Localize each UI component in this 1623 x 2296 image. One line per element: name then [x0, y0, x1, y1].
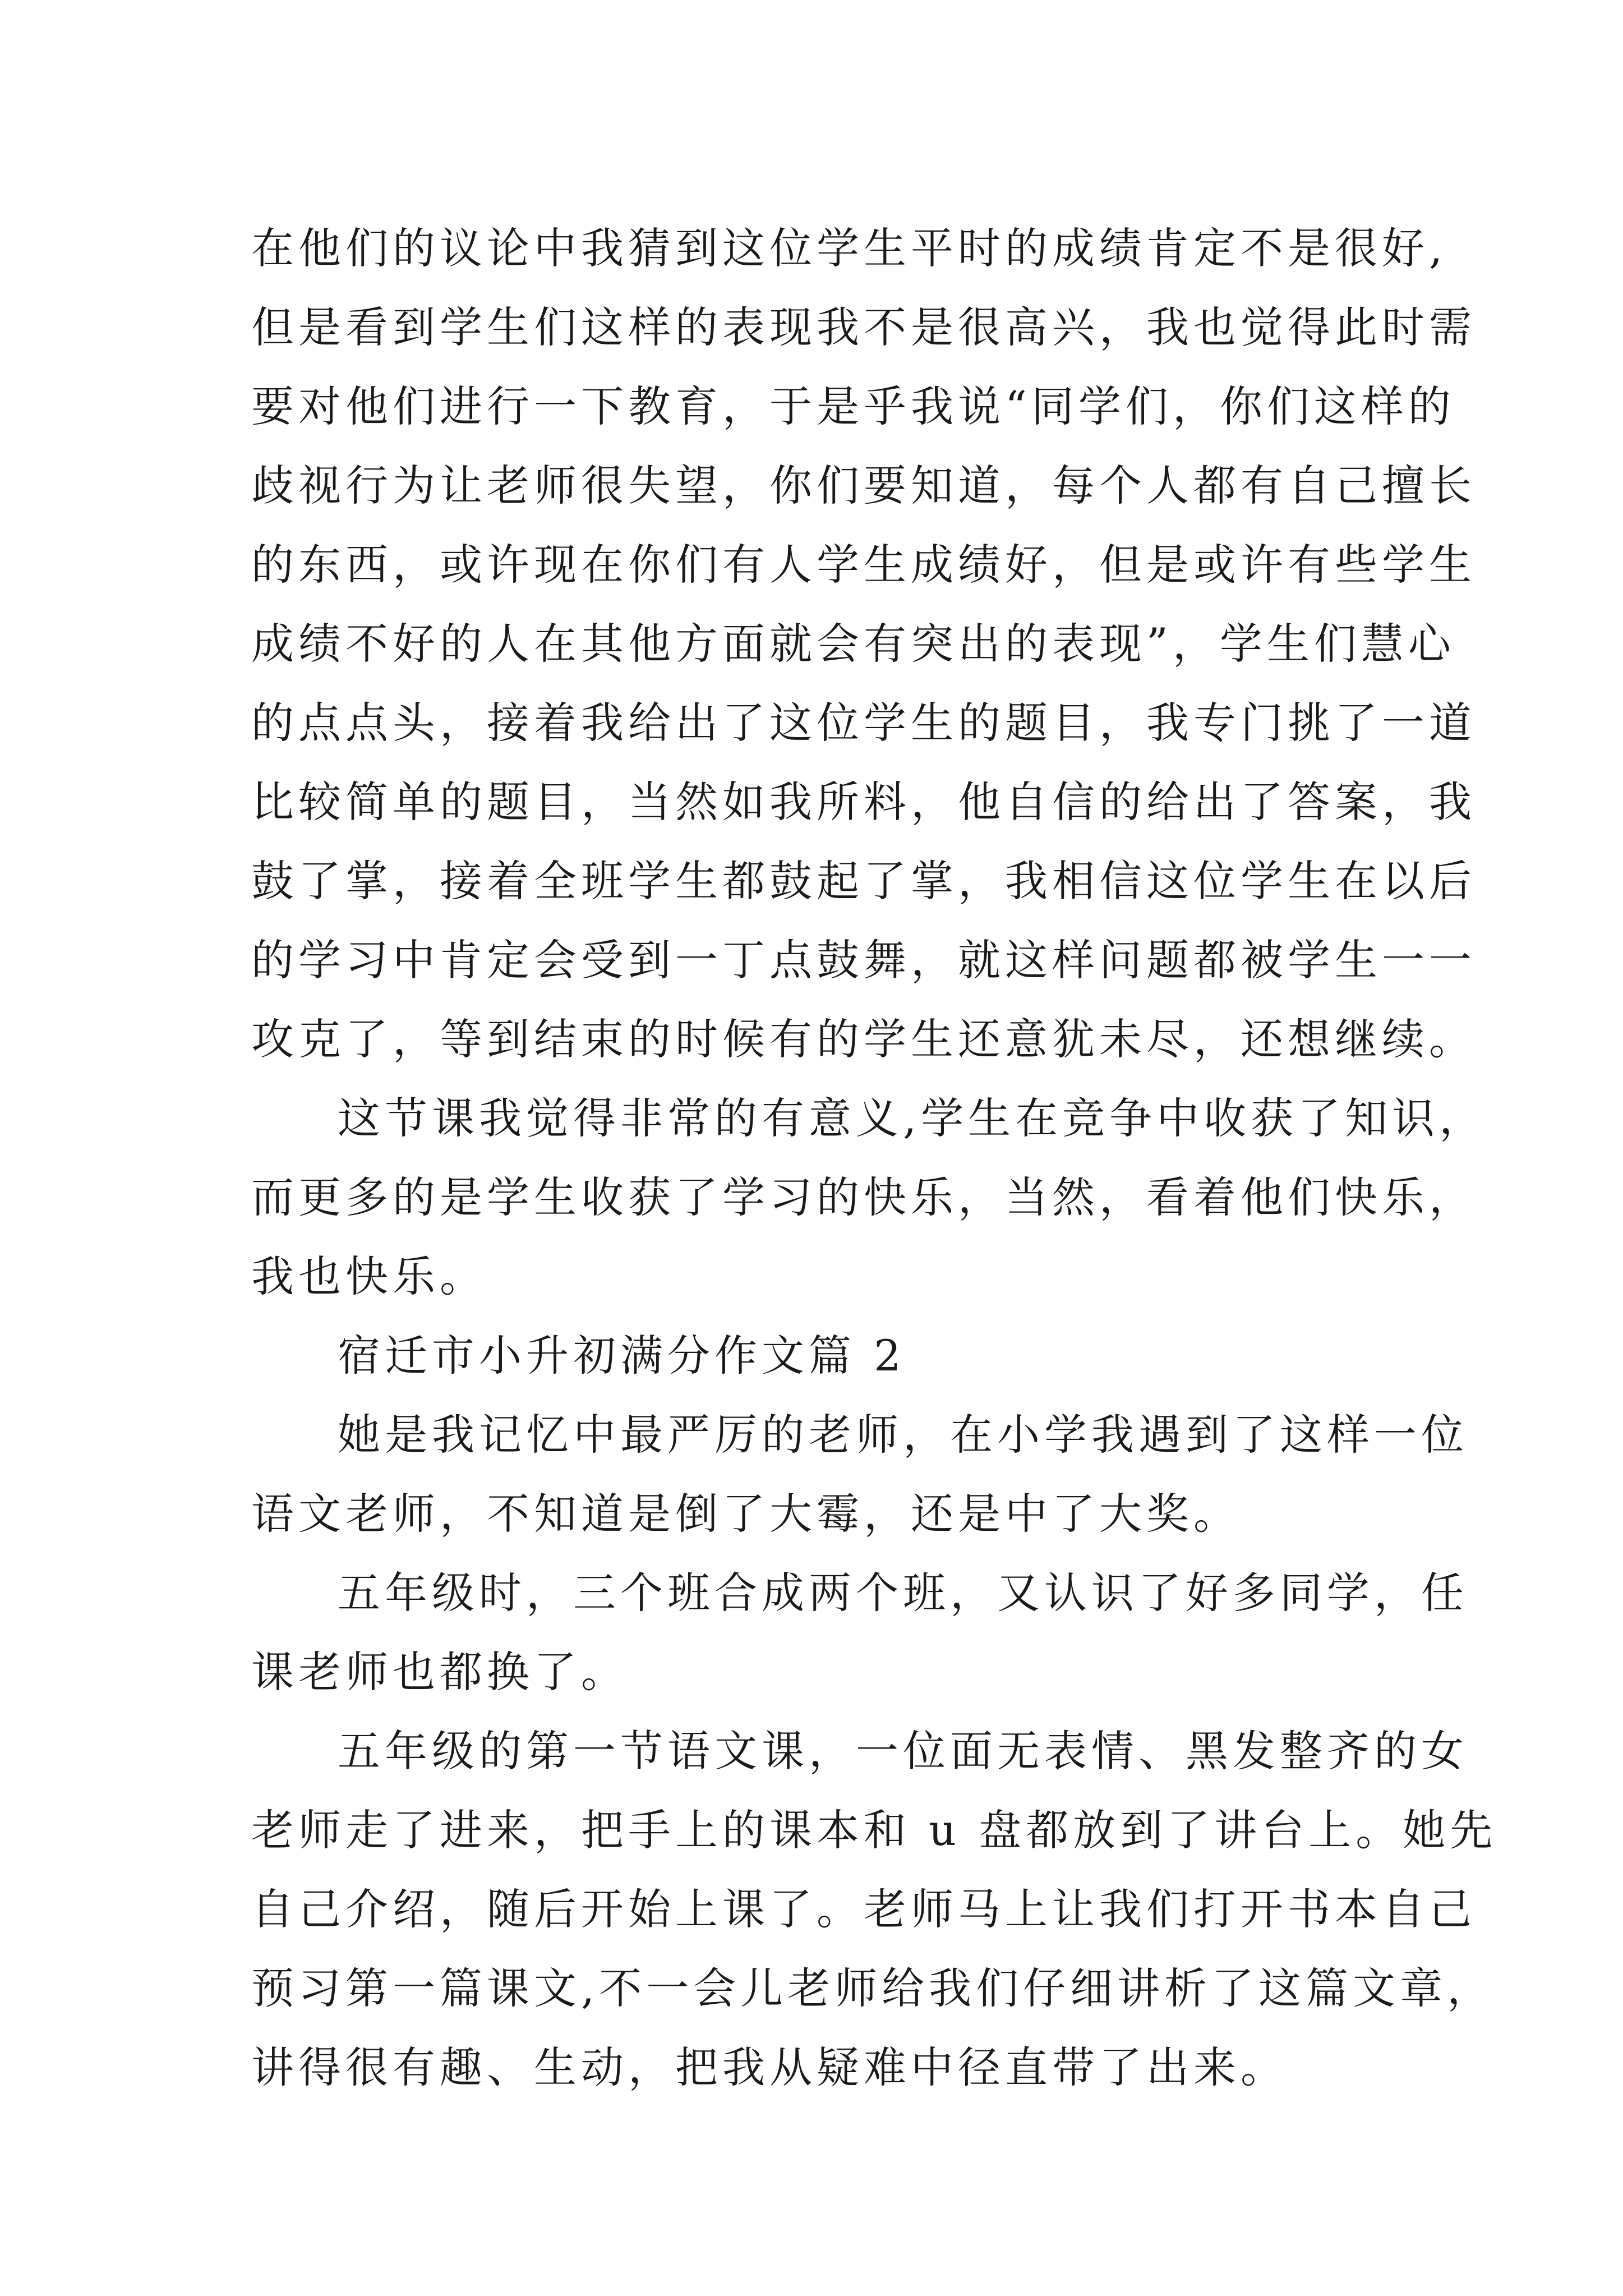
text-line: 语文老师，不知道是倒了大霉，还是中了大奖。 [251, 1489, 1241, 1539]
paragraph-start-line: 这节课我觉得非常的有意义,学生在竞争中收获了知识， [338, 1093, 1487, 1143]
text-line: 课老师也都换了。 [251, 1647, 628, 1697]
section-heading: 宿迁市小升初满分作文篇 2 [338, 1331, 906, 1381]
paragraph-start-line: 她是我记忆中最严厉的老师，在小学我遇到了这样一位 [338, 1410, 1468, 1460]
text-line: 我也快乐。 [251, 1251, 487, 1301]
text-line: 鼓了掌，接着全班学生都鼓起了掌，我相信这位学生在以后 [251, 856, 1476, 906]
document-body [251, 209, 1497, 2107]
paragraph-start-line: 五年级时，三个班合成两个班，又认识了好多同学，任 [338, 1568, 1468, 1618]
text-line: 讲得很有趣、生动，把我从疑难中径直带了出来。 [251, 2042, 1288, 2092]
text-line: 但是看到学生们这样的表现我不是很高兴，我也觉得此时需 [251, 302, 1476, 352]
text-line: 攻克了，等到结束的时候有的学生还意犹未尽，还想继续。 [251, 1014, 1476, 1064]
text-line: 在他们的议论中我猜到这位学生平时的成绩肯定不是很好, [251, 223, 1447, 273]
text-line: 的东西，或许现在你们有人学生成绩好，但是或许有些学生 [251, 540, 1476, 590]
paragraph-start-line: 五年级的第一节语文课，一位面无表情、黑发整齐的女 [338, 1726, 1468, 1776]
text-line: 成绩不好的人在其他方面就会有突出的表现”，学生们慧心 [251, 619, 1455, 669]
text-line: 预习第一篇课文,不一会儿老师给我们仔细讲析了这篇文章， [251, 1963, 1495, 2013]
text-line: 要对他们进行一下教育，于是乎我说“同学们，你们这样的 [251, 381, 1455, 431]
text-line: 比较简单的题目，当然如我所料，他自信的给出了答案，我 [251, 777, 1476, 827]
text-line: 歧视行为让老师很失望，你们要知道，每个人都有自己擅长 [251, 461, 1476, 510]
text-line: 老师走了进来，把手上的课本和 u 盘都放到了讲台上。她先 [251, 1805, 1497, 1855]
text-line: 而更多的是学生收获了学习的快乐，当然，看着他们快乐， [251, 1172, 1476, 1222]
text-line: 自己介绍，随后开始上课了。老师马上让我们打开书本自己 [251, 1884, 1476, 1934]
text-line: 的学习中肯定会受到一丁点鼓舞，就这样问题都被学生一一 [251, 935, 1476, 985]
text-line: 的点点头，接着我给出了这位学生的题目，我专门挑了一道 [251, 698, 1476, 748]
